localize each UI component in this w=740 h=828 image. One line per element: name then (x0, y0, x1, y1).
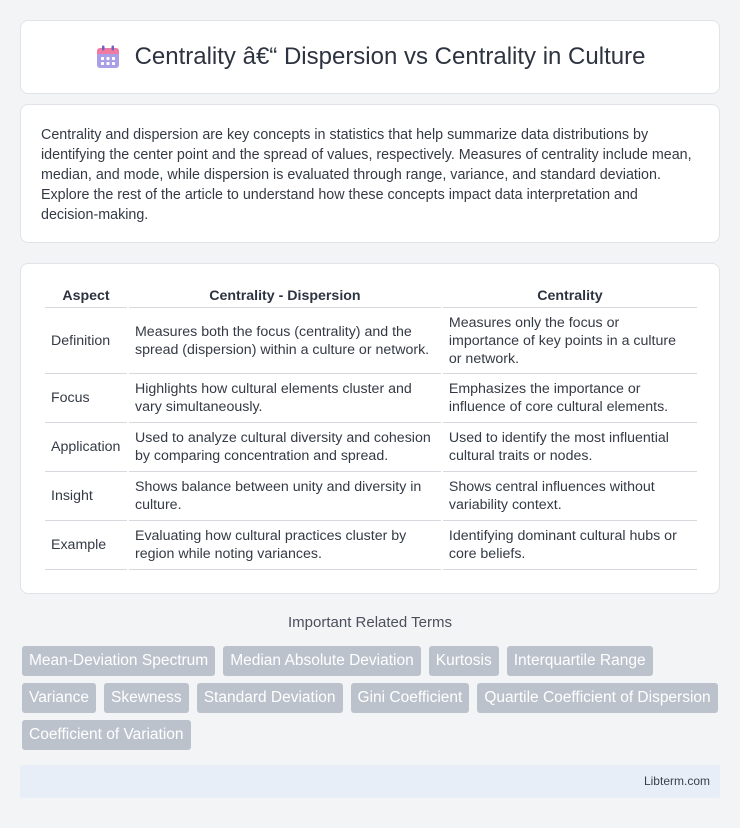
comparison-table (43, 286, 699, 570)
header-centrality-dispersion: Centrality - Dispersion (129, 286, 441, 308)
centrality-dispersion-cell: Measures both the focus (centrality) and the spread (dispersion) within a culture or network. (129, 308, 441, 374)
calendar-icon (95, 44, 121, 70)
related-term-tag[interactable]: Gini Coefficient (351, 683, 470, 713)
centrality-cell: Emphasizes the importance or influence of core cultural elements. (443, 374, 697, 423)
centrality-cell: Identifying dominant cultural hubs or core beliefs. (443, 521, 697, 570)
table-header-row (45, 286, 697, 308)
related-term-tag[interactable]: Mean-Deviation Spectrum (22, 646, 215, 676)
centrality-cell: Used to identify the most influential cultural traits or nodes. (443, 423, 697, 472)
footer-site-link[interactable]: Libterm.com (643, 774, 710, 788)
related-term-tag[interactable]: Variance (22, 683, 96, 713)
header-centrality: Centrality (443, 286, 697, 308)
aspect-cell: Application (45, 423, 127, 472)
centrality-dispersion-cell: Evaluating how cultural practices cluster by region while noting variances. (129, 521, 441, 570)
related-term-tag[interactable]: Standard Deviation (197, 683, 343, 713)
aspect-cell: Definition (45, 308, 127, 374)
centrality-dispersion-cell: Shows balance between unity and diversity in culture. (129, 472, 441, 521)
related-term-tag[interactable]: Coefficient of Variation (22, 720, 191, 750)
header-aspect: Aspect (45, 286, 127, 308)
aspect-cell: Insight (45, 472, 127, 521)
related-terms-list (22, 646, 722, 750)
centrality-cell: Shows central influences without variability context. (443, 472, 697, 521)
table-row (45, 521, 697, 570)
related-term-tag[interactable]: Kurtosis (429, 646, 499, 676)
page-title: Centrality â€“ Dispersion vs Centrality in Culture (134, 43, 646, 70)
centrality-cell: Measures only the focus or importance of key points in a culture or network. (443, 308, 697, 374)
related-term-tag[interactable]: Median Absolute Deviation (223, 646, 421, 676)
comparison-card (20, 263, 720, 594)
related-term-tag[interactable]: Skewness (104, 683, 189, 713)
intro-text: Centrality and dispersion are key concepts in statistics that help summarize data distributions by identifying the center point and the spread of values, respectively. Measures of centrality include mean, median, and mode, while dispersion is evaluated through range, variance, and standard deviation. Explore the rest of the article to understand how these concepts impact data interpretation and decision-making. (41, 127, 692, 223)
intro-card (20, 104, 720, 243)
aspect-cell: Example (45, 521, 127, 570)
table-row (45, 308, 697, 374)
related-term-tag[interactable]: Quartile Coefficient of Dispersion (477, 683, 717, 713)
title-card (20, 20, 720, 94)
related-term-tag[interactable]: Interquartile Range (507, 646, 653, 676)
table-row (45, 423, 697, 472)
related-terms-heading: Important Related Terms (288, 614, 452, 631)
aspect-cell: Focus (45, 374, 127, 423)
centrality-dispersion-cell: Used to analyze cultural diversity and cohesion by comparing concentration and spread. (129, 423, 441, 472)
footer (20, 765, 720, 798)
centrality-dispersion-cell: Highlights how cultural elements cluster and vary simultaneously. (129, 374, 441, 423)
table-row (45, 472, 697, 521)
table-row (45, 374, 697, 423)
